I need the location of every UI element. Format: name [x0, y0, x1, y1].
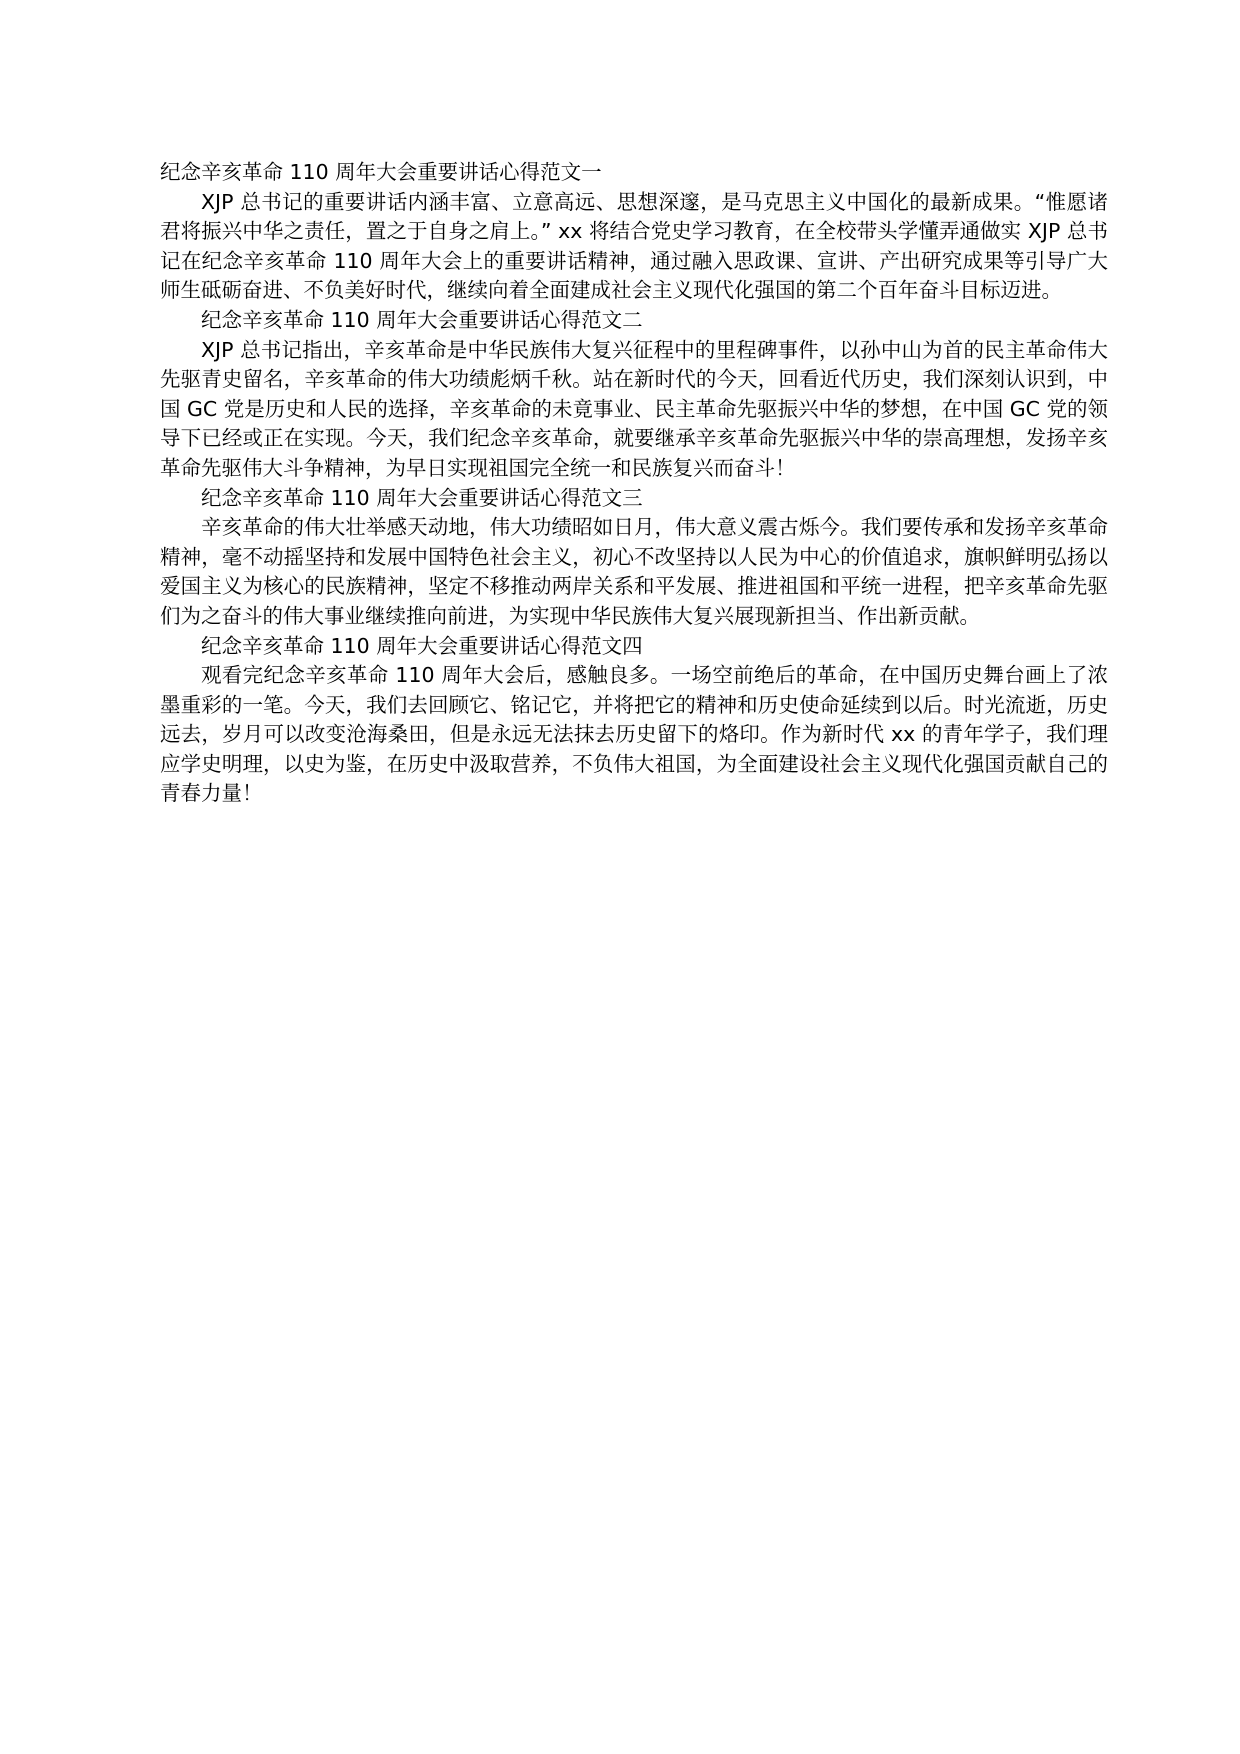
section-2-title: 纪念辛亥革命 110 周年大会重要讲话心得范文二 — [201, 307, 643, 332]
section-1-title: 纪念辛亥革命 110 周年大会重要讲话心得范文一 — [160, 160, 602, 184]
section-3-body: 辛亥革命的伟大壮举感天动地，伟大功绩昭如日月，伟大意义震古烁今。我们要传承和发扬辛亥革命精神，毫不动摇坚持和发展中国特色社会主义，初心不改坚持以人民为中心的价值追求，旗帜鲜明弘扬以爱国主义为核心的民族精神，坚定不移推动两岸关系和平发展、推进祖国和平统一进程，把辛亥革命先驱们为之奋斗的伟大事业继续推向前进，为实现中华民族伟大复兴展现新担当、作出新贡献。 — [160, 515, 1108, 628]
section-2-body: XJP 总书记指出，辛亥革命是中华民族伟大复兴征程中的里程碑事件，以孙中山为首的民主革命伟大先驱青史留名，辛亥革命的伟大功绩彪炳千秋。站在新时代的今天，回看近代历史，我们深刻认识到，中国 GC 党是历史和人民的选择，辛亥革命的未竟事业、民主革命先驱振兴中华的梦想，在中国 GC 党的领导下已经或正在实现。今天，我们纪念辛亥革命，就要继承辛亥革命先驱振兴中华的崇高理想，发扬辛亥革命先驱伟大斗争精神，为早日实现祖国完全统一和民族复兴而奋斗！ — [160, 337, 1108, 480]
section-1-body: XJP 总书记的重要讲话内涵丰富、立意高远、思想深邃，是马克思主义中国化的最新成果。“惟愿诸君将振兴中华之责任，置之于自身之肩上。” xx 将结合党史学习教育，在全校带头学懂弄通做实 XJP 总书记在纪念辛亥革命 110 周年大会上的重要讲话精神，通过融入思政课、宣讲、产出研究成果等引导广大师生砥砺奋进、不负美好时代，继续向着全面建成社会主义现代化强国的第二个百年奋斗目标迈进。 — [160, 189, 1108, 303]
document-page — [160, 158, 1108, 809]
section-4-body: 观看完纪念辛亥革命 110 周年大会后，感触良多。一场空前绝后的革命，在中国历史舞台画上了浓墨重彩的一笔。今天，我们去回顾它、铭记它，并将把它的精神和历史使命延续到以后。时光流逝，历史远去，岁月可以改变沧海桑田，但是永远无法抹去历史留下的烙印。作为新时代 xx 的青年学子，我们理应学史明理，以史为鉴，在历史中汲取营养，不负伟大祖国，为全面建设社会主义现代化强国贡献自己的青春力量！ — [160, 663, 1108, 806]
section-3-title: 纪念辛亥革命 110 周年大会重要讲话心得范文三 — [201, 485, 643, 510]
section-4-title: 纪念辛亥革命 110 周年大会重要讲话心得范文四 — [201, 633, 643, 658]
